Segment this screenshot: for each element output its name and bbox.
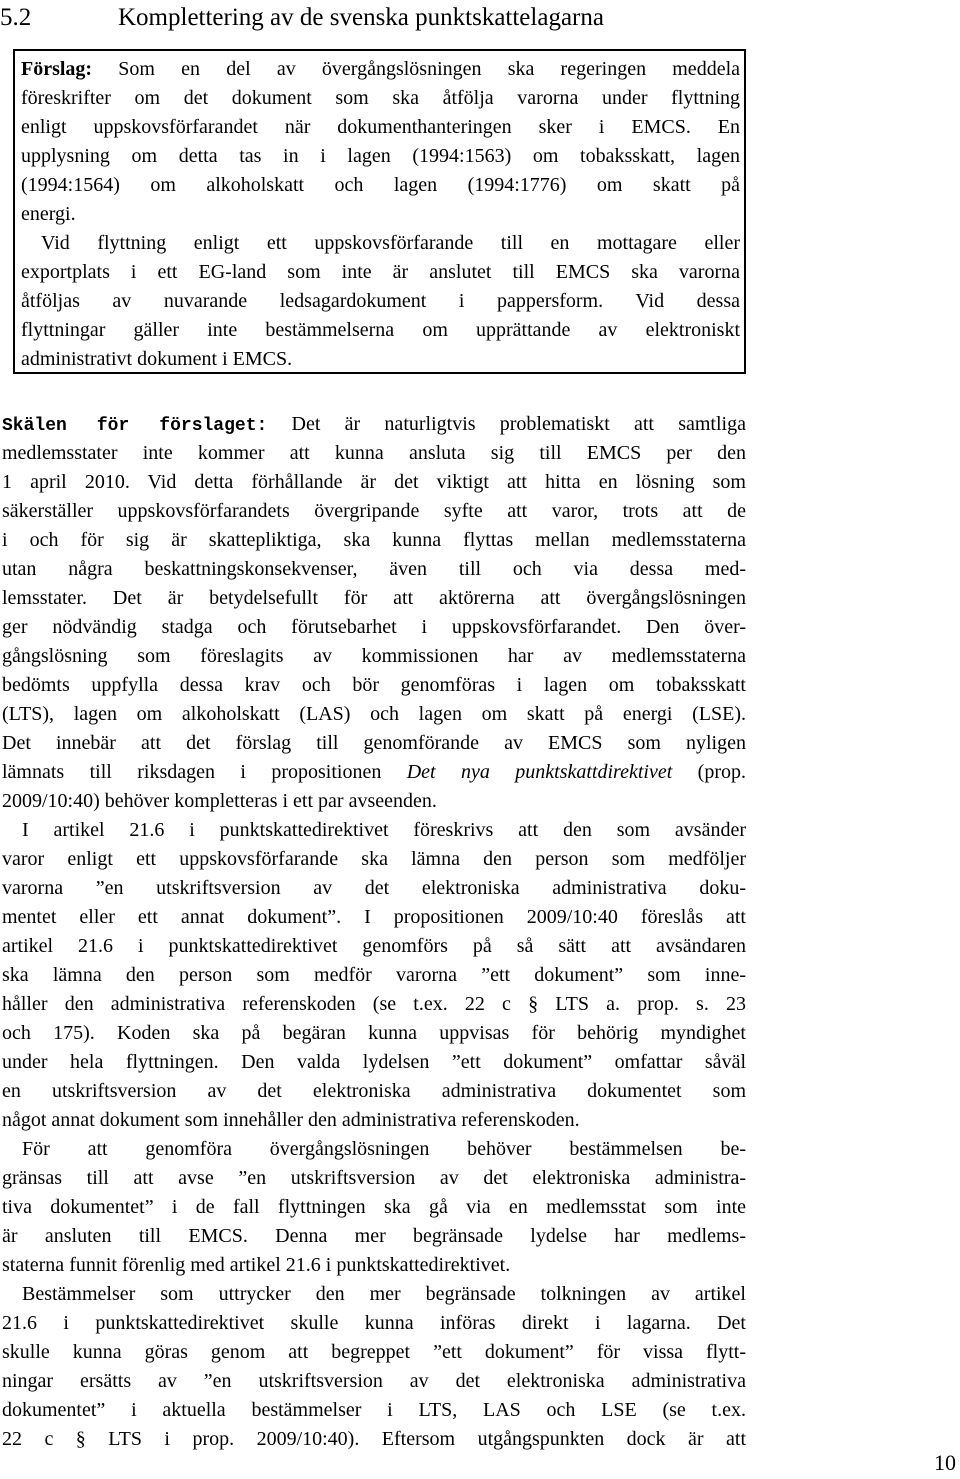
proposal-line: energi. [21,203,76,225]
proposal-line: exportplats i ett EG-land som inte är anslutet till EMCS ska varorna [21,261,740,283]
paragraph-line: något annat dokument som innehåller den administrativa referenskoden. [2,1109,580,1131]
proposal-line: Vid flyttning enligt ett uppskovsförfarande till en mottagare eller [41,232,740,254]
proposal-line: (1994:1564) om alkoholskatt och lagen (1994:1776) om skatt på [21,174,740,196]
page-number: 10 [934,1450,956,1475]
reasons-line: Det innebär att det förslag till genomförande av EMCS som nyligen [2,732,746,754]
reasons-line: lemsstater. Det är betydelsefullt för att aktörerna att övergångslösningen [2,587,746,609]
section-heading [0,0,960,36]
reasons-line: lämnats till riksdagen i propositionen Det nya punktskattdirektivet (prop. [2,761,746,783]
reasons-line: 2009/10:40) behöver kompletteras i ett par avseenden. [2,790,437,812]
reasons-line: bedömts uppfylla dessa krav och bör genomföras i lagen om tobaksskatt [2,674,746,696]
paragraph-line: gränsas till att avse ”en utskriftsversion av det elektroniska administra- [2,1167,746,1189]
paragraph-line: ningar ersätts av ”en utskriftsversion av det elektroniska administrativa [2,1370,746,1392]
proposal-box [13,49,746,374]
proposal-line: upplysning om detta tas in i lagen (1994:1563) om tobaksskatt, lagen [21,145,740,167]
paragraph-line: ska lämna den person som medför varorna ”ett dokument” som inne- [2,964,746,986]
proposal-label: Förslag: [21,58,93,80]
reasons-label: Skälen för förslaget: [2,416,268,436]
paragraph-line: I artikel 21.6 i punktskattedirektivet föreskrivs att den som avsänder [22,819,746,841]
proposal-line: åtföljas av nuvarande ledsagardokument i pappersform. Vid dessa [21,290,740,312]
paragraph-line: tiva dokumentet” i de fall flyttningen ska gå via en medlemsstat som inte [2,1196,746,1218]
reasons-line: (LTS), lagen om alkoholskatt (LAS) och lagen om skatt på energi (LSE). [2,703,746,725]
paragraph-line: staterna funnit förenlig med artikel 21.6 i punktskattedirektivet. [2,1254,511,1276]
paragraph-line: 22 c § LTS i prop. 2009/10:40). Eftersom utgångspunkten dock är att [2,1428,746,1450]
reasons-line: gångslösning som föreslagits av kommissionen har av medlemsstaterna [2,645,746,667]
paragraph-line: artikel 21.6 i punktskattedirektivet genomförs på så sätt att avsändaren [2,935,746,957]
reasons-line: i och för sig är skattepliktiga, ska kunna flyttas mellan medlemsstaterna [2,529,746,551]
reasons-line: 1 april 2010. Vid detta förhållande är det viktigt att hitta en lösning som [2,471,746,493]
paragraph-line: varor enligt ett uppskovsförfarande ska lämna den person som medföljer [2,848,746,870]
paragraph-line: dokumentet” i aktuella bestämmelser i LTS, LAS och LSE (se t.ex. [2,1399,746,1421]
proposal-line: administrativt dokument i EMCS. [21,348,293,370]
reasons-line: säkerställer uppskovsförfarandets övergripande syfte att varor, trots att de [2,500,746,522]
paragraph-line: är ansluten till EMCS. Denna mer begränsade lydelse har medlems- [2,1225,746,1247]
proposition-title: Det nya punktskattdirektivet [406,761,673,783]
reasons-line: ger nödvändig stadga och förutsebarhet i uppskovsförfarandet. Den över- [2,616,746,638]
paragraph-line: och 175). Koden ska på begäran kunna uppvisas för behörig myndighet [2,1022,746,1044]
paragraph-line: 21.6 i punktskattedirektivet skulle kunna införas direkt i lagarna. Det [2,1312,746,1334]
paragraph-line: mentet eller ett annat dokument”. I propositionen 2009/10:40 föreslås att [2,906,746,928]
proposal-line: flyttningar gäller inte bestämmelserna om upprättande av elektroniskt [21,319,740,341]
paragraph-line: Bestämmelser som uttrycker den mer begränsade tolkningen av artikel [22,1283,746,1305]
reasons-line: Skälen för förslaget: Det är naturligtvis problematiskt att samtliga [2,413,746,436]
reasons-line: medlemsstater inte kommer att kunna ansluta sig till EMCS per den [2,442,746,464]
proposal-line: enligt uppskovsförfarandet när dokumenthanteringen sker i EMCS. En [21,116,740,138]
paragraph-line: en utskriftsversion av det elektroniska administrativa dokumentet som [2,1080,746,1102]
reasons-line: utan några beskattningskonsekvenser, även till och via dessa med- [2,558,746,580]
proposal-line: Förslag: Som en del av övergångslösningen ska regeringen meddela [21,58,740,80]
paragraph-line: håller den administrativa referenskoden (se t.ex. 22 c § LTS a. prop. s. 23 [2,993,746,1015]
paragraph-line: varorna ”en utskriftsversion av det elektroniska administrativa doku- [2,877,746,899]
proposal-line: föreskrifter om det dokument som ska åtfölja varorna under flyttning [21,87,740,109]
section-number: 5.2 [0,4,32,31]
paragraph-line: För att genomföra övergångslösningen behöver bestämmelsen be- [22,1138,746,1160]
section-title: Komplettering av de svenska punktskattelagarna [118,4,604,31]
paragraph-line: skulle kunna göras genom att begreppet ”ett dokument” för vissa flytt- [2,1341,746,1363]
paragraph-line: under hela flyttningen. Den valda lydelsen ”ett dokument” omfattar såväl [2,1051,746,1073]
